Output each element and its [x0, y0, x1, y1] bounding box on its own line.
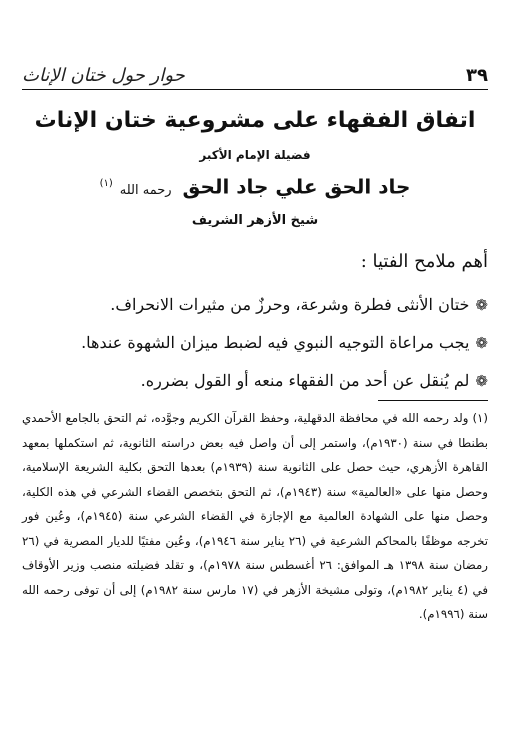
- list-item-text: ختان الأنثى فطرة وشرعة، وحرزٌ من مثيرات الانحراف.: [110, 295, 470, 314]
- running-header: [22, 52, 488, 90]
- page-title: اتفاق الفقهاء على مشروعية ختان الإناث: [34, 108, 476, 133]
- scholar-name: جاد الحق علي جاد الحق: [182, 174, 411, 199]
- list-item: [20, 288, 488, 322]
- page-number: ٣٩: [466, 65, 488, 86]
- footnote: (١) ولد رحمه الله في محافظة الدقهلية، وحفظ القرآن الكريم وجوَّده، ثم التحق بالجامع الأحمدي بطنطا في سنة (١٩٣٠م)، واستمر إلى أن واصل فيه بعض دراسته الثانوية، ثم استكملها بمعهد القاهرة الأزهري، حيث حصل على الثانوية سنة (١٩٣٩م) بعدها التحق بكلية الشريعة الإسلامية، وحصل منها على «العالمية» سنة (١٩٤٣م)، ثم التحق بتخصص القضاء الشرعي في هذه الكلية، وحصل منها على الشهادة العالمية مع الإجازة في القضاء الشرعي سنة (١٩٤٥م)، وعُين فور تخرجه موظفًا بالمحاكم الشرعية في (٢٦ يناير سنة ١٩٤٦م)، وعُين مفتيًا للديار المصرية في (٢٦ رمضان سنة ١٣٩٨ هـ الموافق: ٢٦ أغسطس سنة ١٩٧٨م)، و تقلد فضيلته منصب وزير الأوقاف في (٤ يناير ١٩٨٢م)، وتولى مشيخة الأزهر في (١٧ مارس سنة ١٩٨٢م) إلى أن توفى رحمه الله سنة (١٩٩٦م).: [22, 411, 489, 621]
- list-item: [20, 326, 488, 360]
- flower-bullet-icon: ❁: [475, 296, 488, 314]
- flower-bullet-icon: ❁: [475, 372, 488, 390]
- list-item: [20, 364, 488, 398]
- flower-bullet-icon: ❁: [475, 334, 488, 352]
- honorific-line: فضيلة الإمام الأكبر: [199, 148, 311, 162]
- scholar-line: [24, 168, 486, 207]
- running-header-title: حوار حول ختان الإناث: [22, 65, 185, 86]
- footnote-rule: [378, 400, 488, 401]
- footnote-reference[interactable]: (١): [99, 178, 113, 189]
- scholar-position: شيخ الأزهر الشريف: [191, 212, 319, 228]
- scholar-blessing: رحمه الله: [119, 182, 172, 198]
- list-item-text: يجب مراعاة التوجيه النبوي فيه لضبط ميزان الشهوة عندها.: [81, 333, 470, 352]
- fatwa-body: [20, 246, 488, 402]
- title-block: [24, 104, 486, 233]
- list-item-text: لم يُنقل عن أحد من الفقهاء منعه أو القول بضرره.: [140, 371, 470, 390]
- lead-heading: أهم ملامح الفتيا :: [360, 251, 488, 272]
- header-rule: [22, 89, 488, 90]
